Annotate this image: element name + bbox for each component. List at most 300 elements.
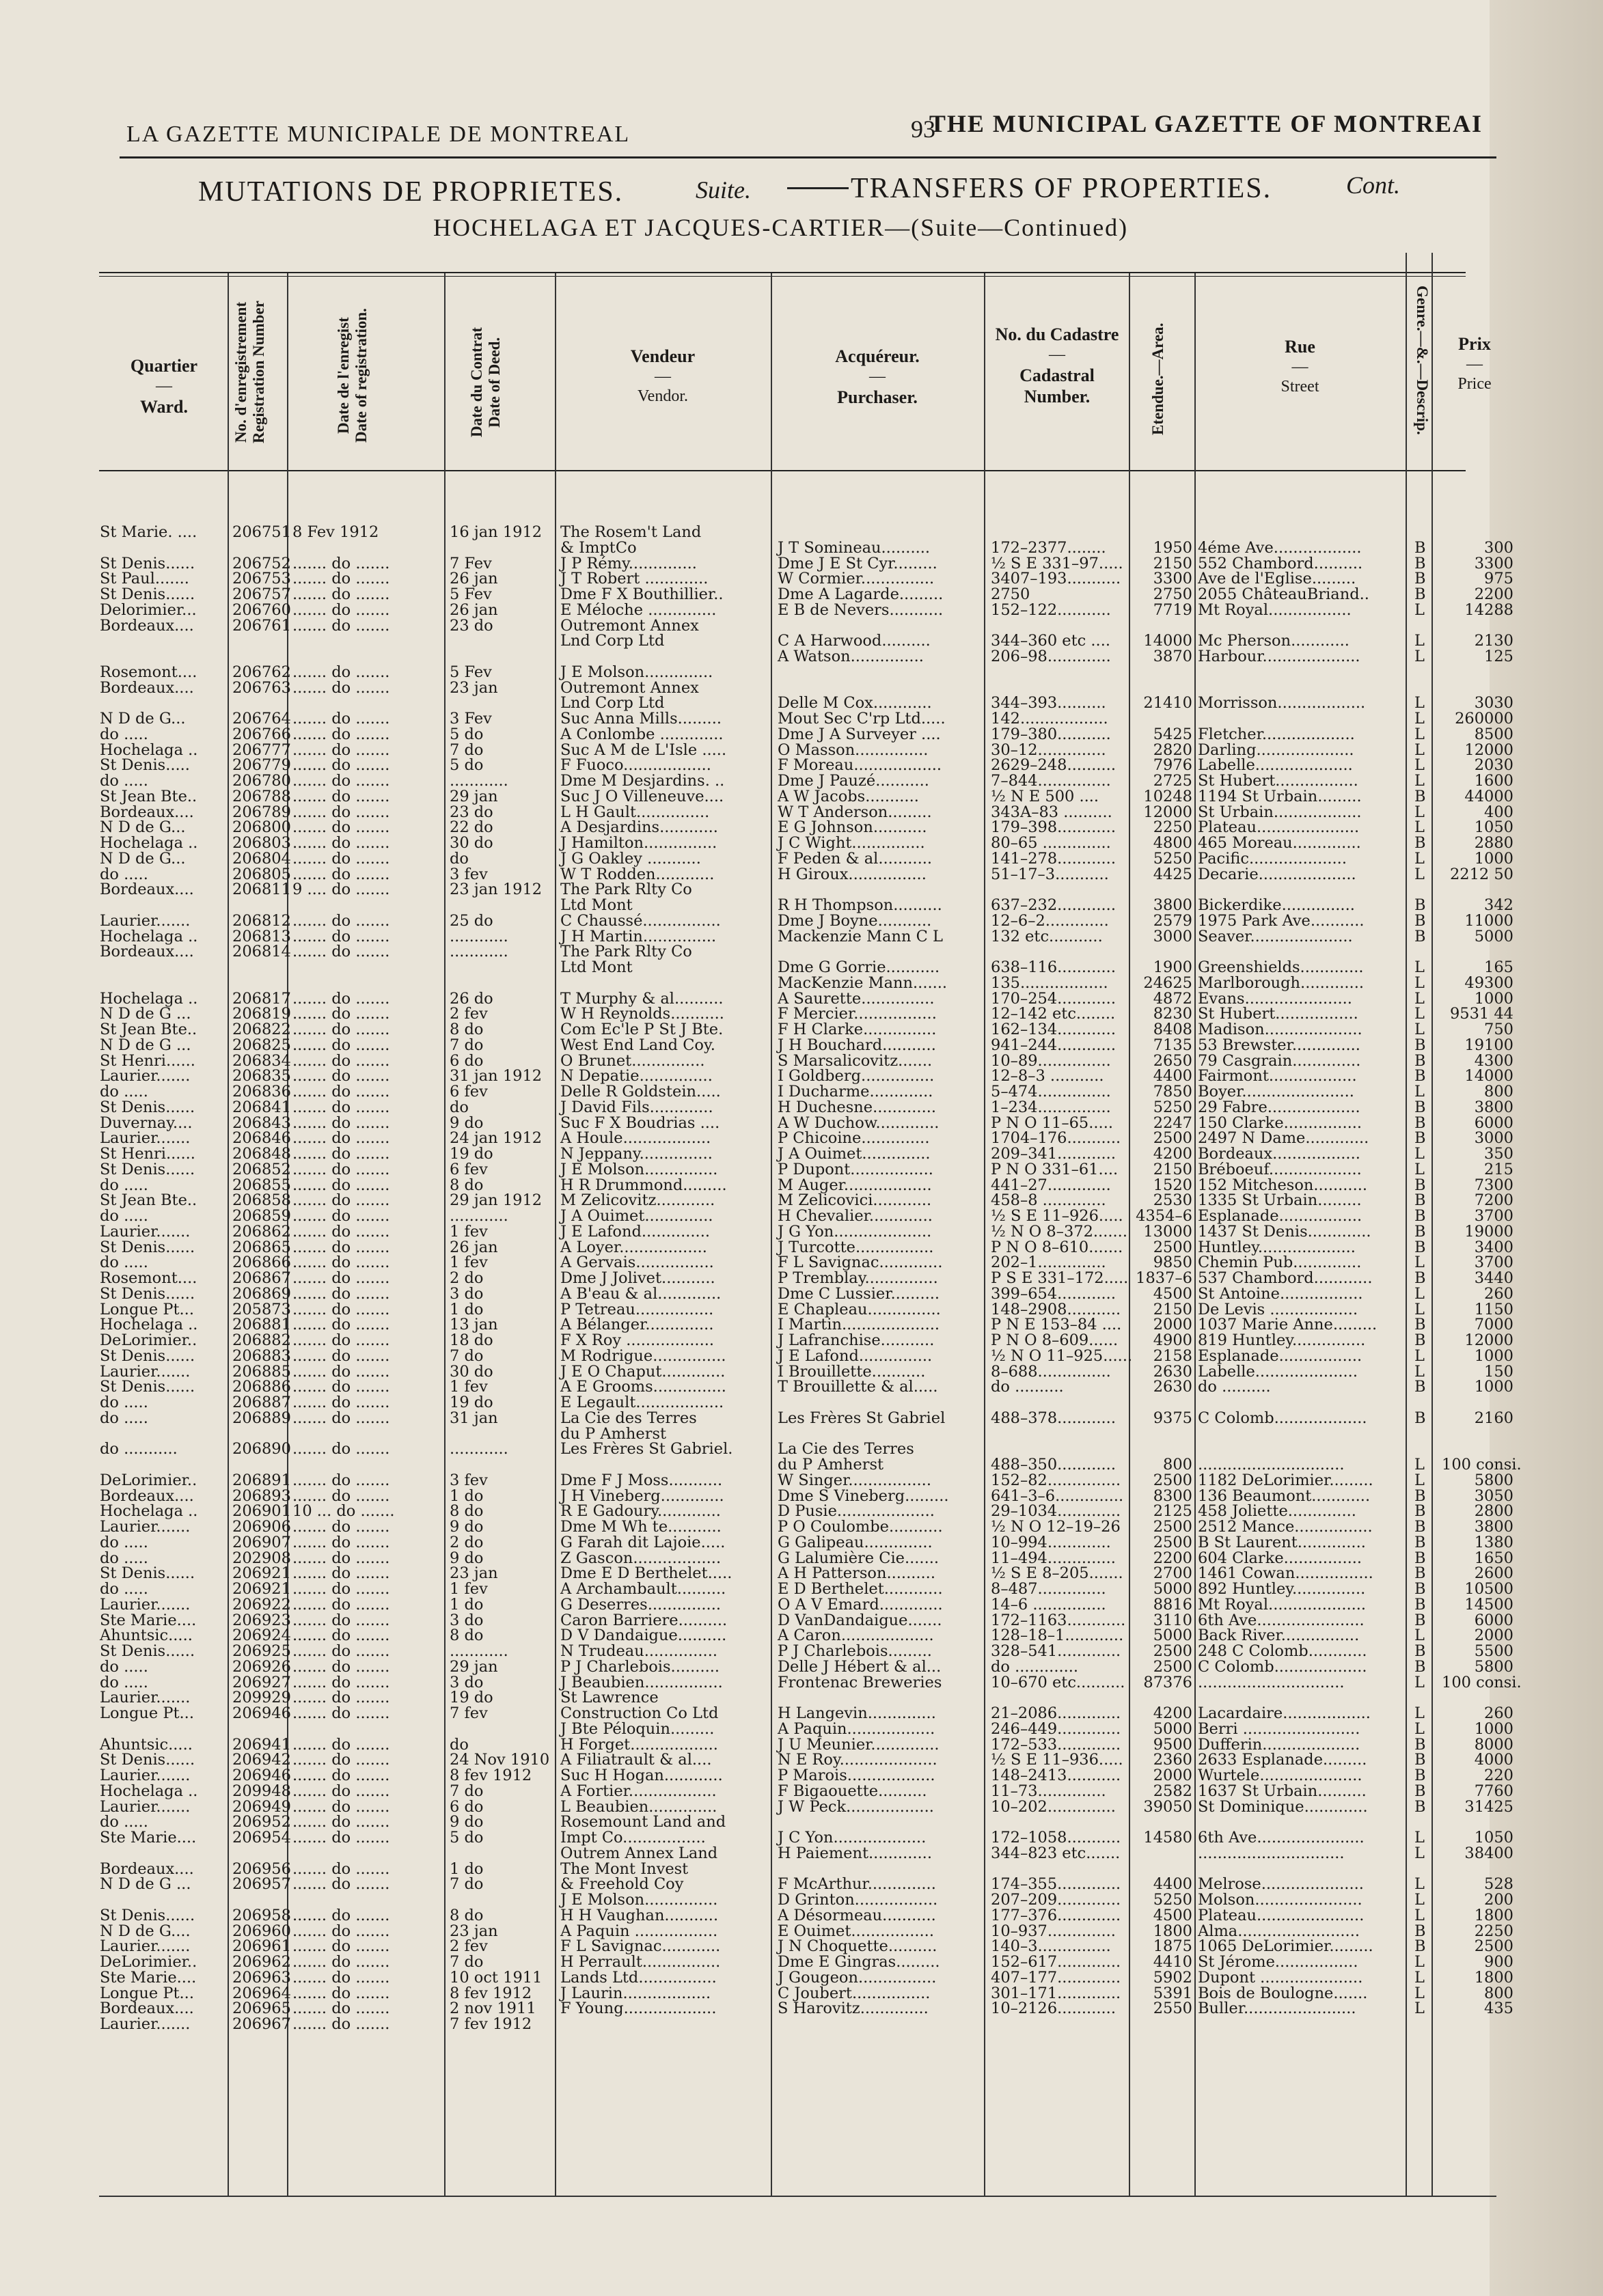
vendor-cell: Dme M Wh te........... <box>560 1518 722 1536</box>
table-row <box>0 1877 1603 1892</box>
registration-number-cell: 206803 <box>232 834 291 852</box>
area-cell: 2360 <box>1153 1751 1192 1769</box>
street-cell: St Dominique............. <box>1198 1797 1368 1816</box>
vendor-cell: F L Savignac............ <box>560 1937 721 1956</box>
cadastre-cell: 488–350............ <box>991 1456 1116 1474</box>
table-row <box>0 1271 1603 1286</box>
deed-date-cell: 6 do <box>450 1797 484 1816</box>
purchaser-cell: A Caron................... <box>778 1627 934 1645</box>
cadastre-cell: 209–341............ <box>991 1145 1116 1163</box>
area-cell: 5000 <box>1153 1719 1192 1738</box>
genre-cell: L <box>1414 865 1425 883</box>
genre-cell: B <box>1414 1051 1426 1070</box>
vendor-cell: J T Robert ............. <box>560 570 709 588</box>
genre-cell: L <box>1414 1021 1425 1038</box>
ward-cell: do ..... <box>100 1580 148 1598</box>
ward-cell: N D de G ... <box>100 1036 191 1054</box>
price-cell: 7200 <box>1474 1191 1513 1210</box>
registration-date-cell: ....... do ....... <box>292 1051 390 1070</box>
vendor-cell: Suc A M de L'Isle ..... <box>560 741 727 759</box>
area-cell: 5000 <box>1153 1627 1192 1645</box>
deed-date-cell: do <box>450 849 469 868</box>
deed-date-cell: 18 do <box>450 1331 493 1349</box>
ward-cell: DeLorimier.. <box>100 1471 197 1489</box>
cadastre-cell: 12–6–2............. <box>991 911 1109 930</box>
deed-date-cell: 19 do <box>450 1689 493 1707</box>
ward-cell: Laurier....... <box>100 1067 191 1085</box>
vendor-cell: Dme F J Moss........... <box>560 1471 723 1489</box>
vendor-cell: Lnd Corp Ltd <box>560 694 665 713</box>
vendor-cell: The Rosem't Land <box>560 523 702 541</box>
genre-cell: B <box>1414 1782 1426 1800</box>
cadastre-cell: 10–2126............ <box>991 2000 1116 2018</box>
purchaser-cell: A Watson............... <box>778 648 924 665</box>
price-cell: 1800 <box>1474 1906 1513 1924</box>
registration-number-cell: 206960 <box>232 1922 291 1940</box>
purchaser-cell: Les Frères St Gabriel <box>778 1409 946 1427</box>
price-cell: 7000 <box>1474 1316 1513 1334</box>
deed-date-cell: 29 jan <box>450 1657 498 1676</box>
vendor-cell: A Desjardins............ <box>560 818 718 837</box>
vendor-cell: A Filiatrault & al.... <box>560 1751 712 1769</box>
registration-date-cell: ....... do ....... <box>292 554 390 572</box>
area-cell: 1800 <box>1153 1922 1192 1940</box>
vendor-cell: F Young................... <box>560 2000 717 2018</box>
registration-date-cell: ....... do ....... <box>292 1409 390 1427</box>
registration-date-cell: ....... do ....... <box>292 1176 390 1194</box>
purchaser-cell: J U Meunier.............. <box>778 1735 940 1754</box>
genre-cell: L <box>1414 1968 1425 1987</box>
street-cell: 150 Clarke................ <box>1198 1114 1362 1132</box>
street-cell: Wurtele..................... <box>1198 1767 1362 1784</box>
registration-date-cell: ....... do ....... <box>292 585 390 603</box>
deed-date-cell: 3 do <box>450 1673 484 1691</box>
deed-date-cell: 23 jan 1912 <box>450 881 543 899</box>
cadastre-cell: 637–232............ <box>991 896 1116 914</box>
registration-date-cell: ....... do ....... <box>292 1471 390 1489</box>
purchaser-cell: E G Johnson........... <box>778 818 927 837</box>
genre-cell: B <box>1414 554 1426 572</box>
area-cell: 1950 <box>1153 538 1192 557</box>
vendor-cell: W T Rodden............ <box>560 865 715 883</box>
registration-date-cell: ....... do ....... <box>292 1813 390 1831</box>
cadastre-cell: 441–27............. <box>991 1176 1111 1194</box>
genre-cell: L <box>1414 1704 1425 1722</box>
registration-date-cell: ....... do ....... <box>292 1005 390 1023</box>
registration-number-cell: 206869 <box>232 1284 291 1303</box>
ward-cell: do ..... <box>100 1657 148 1676</box>
genre-cell: B <box>1414 1518 1426 1536</box>
area-cell: 2630 <box>1153 1378 1192 1396</box>
cadastre-cell: 142.................. <box>991 710 1108 728</box>
vendor-cell: J David Fils............. <box>560 1098 713 1116</box>
ward-cell: do ..... <box>100 725 148 743</box>
area-cell: 12000 <box>1143 803 1192 821</box>
cadastre-cell: 1704–176........... <box>991 1129 1121 1148</box>
vendor-cell: J Beaubien................ <box>560 1673 723 1691</box>
registration-number-cell: 206922 <box>232 1595 291 1614</box>
deed-date-cell: 8 do <box>450 1627 484 1645</box>
purchaser-cell: W T Anderson......... <box>778 803 932 821</box>
vendor-cell: Com Ec'le P St J Bte. <box>560 1021 724 1038</box>
area-cell: 4200 <box>1153 1704 1192 1722</box>
street-cell: St Urbain.................. <box>1198 803 1362 821</box>
genre-cell: L <box>1414 1254 1425 1272</box>
registration-number-cell: 206805 <box>232 865 291 883</box>
registration-number-cell: 206890 <box>232 1440 291 1458</box>
registration-number-cell: 206811 <box>232 881 291 899</box>
purchaser-cell: Mackenzie Mann C L <box>778 927 943 945</box>
deed-date-cell: 19 do <box>450 1145 493 1163</box>
registration-date-cell: ....... do ....... <box>292 1129 390 1148</box>
price-cell: 2212 50 <box>1449 865 1513 883</box>
registration-number-cell: 206814 <box>232 943 291 961</box>
ward-cell: Laurier....... <box>100 1362 191 1381</box>
page-number: 93 <box>911 115 935 143</box>
deed-date-cell: 1 fev <box>450 1378 488 1396</box>
ward-cell: St Denis...... <box>100 1160 195 1178</box>
vendor-cell: F X Roy .................. <box>560 1331 715 1349</box>
registration-number-cell: 206843 <box>232 1114 291 1132</box>
vendor-cell: Dme E D Berthelet..... <box>560 1564 732 1583</box>
genre-cell: B <box>1414 911 1426 930</box>
price-cell: 4300 <box>1474 1051 1513 1070</box>
street-cell: Buller....................... <box>1198 2000 1356 2018</box>
ward-cell: Longue Pt... <box>100 1300 194 1318</box>
street-cell: Harbour.................... <box>1198 648 1360 665</box>
table-row <box>0 1859 1603 1878</box>
vendor-cell: H H Vaughan........... <box>560 1906 719 1924</box>
table-row <box>0 727 1603 743</box>
deed-date-cell: ............ <box>450 943 508 961</box>
ward-cell: Laurier....... <box>100 1797 191 1816</box>
registration-number-cell: 206779 <box>232 756 291 775</box>
genre-cell: L <box>1414 803 1425 821</box>
registration-date-cell: ....... do ....... <box>292 1735 390 1754</box>
ward-cell: Ste Marie.... <box>100 1829 197 1847</box>
street-cell: C Colomb................... <box>1198 1409 1367 1427</box>
street-cell: St Jérome................. <box>1198 1953 1358 1971</box>
cadastre-cell: 21–2086............. <box>991 1704 1121 1722</box>
street-cell: .............................. <box>1198 1456 1345 1474</box>
purchaser-cell: A H Patterson.......... <box>778 1564 935 1583</box>
price-cell: 5800 <box>1474 1471 1513 1489</box>
purchaser-cell: MacKenzie Mann....... <box>778 973 948 992</box>
price-cell: 5800 <box>1474 1657 1513 1676</box>
cadastre-cell: 14–6 ............... <box>991 1595 1106 1614</box>
price-cell: 435 <box>1484 2000 1513 2018</box>
registration-number-cell: 206841 <box>232 1098 291 1116</box>
table-row <box>0 1162 1603 1178</box>
table-row <box>0 1193 1603 1208</box>
purchaser-cell: H Langevin.............. <box>778 1704 936 1722</box>
genre-cell: L <box>1414 1953 1425 1971</box>
price-cell: 200 <box>1484 1891 1513 1909</box>
area-cell: 2582 <box>1153 1782 1192 1800</box>
table-row <box>0 1131 1603 1146</box>
registration-number-cell: 206804 <box>232 849 291 868</box>
purchaser-cell: G Lalumière Cie....... <box>778 1549 940 1567</box>
registration-number-cell: 206751 <box>232 523 291 541</box>
cadastre-cell: 11–73.............. <box>991 1782 1106 1800</box>
registration-number-cell: 206923 <box>232 1611 291 1629</box>
price-cell: 1800 <box>1474 1968 1513 1987</box>
genre-cell: B <box>1414 1580 1426 1598</box>
area-cell: 2000 <box>1153 1316 1192 1334</box>
registration-number-cell: 206954 <box>232 1829 291 1847</box>
cadastre-cell: 152–82............... <box>991 1471 1121 1489</box>
area-cell: 2650 <box>1153 1051 1192 1070</box>
deed-date-cell: 7 do <box>450 1953 484 1971</box>
vendor-cell: Dme M Desjardins. .. <box>560 772 725 790</box>
table-row <box>0 1519 1603 1535</box>
cadastre-cell: 172–1058........... <box>991 1829 1121 1847</box>
price-cell: 350 <box>1484 1145 1513 1163</box>
price-cell: 100 consi. <box>1442 1456 1522 1474</box>
area-cell: 2250 <box>1153 818 1192 837</box>
deed-date-cell: 8 do <box>450 1021 484 1038</box>
registration-number-cell: 206958 <box>232 1906 291 1924</box>
area-cell: 2500 <box>1153 1518 1192 1536</box>
cadastre-cell: 12–8–3 ........... <box>991 1067 1104 1085</box>
price-cell: 8500 <box>1474 725 1513 743</box>
deed-date-cell: 31 jan <box>450 1409 498 1427</box>
deed-date-cell: 7 do <box>450 1875 484 1894</box>
registration-number-cell: 206901 <box>232 1502 291 1521</box>
deed-date-cell: do <box>450 1098 469 1116</box>
cadastre-cell: 10–89............... <box>991 1051 1111 1070</box>
genre-cell: L <box>1414 648 1425 665</box>
purchaser-cell: J C Yon................... <box>778 1829 927 1847</box>
cadastre-cell: ½ S E 8–205....... <box>991 1564 1123 1583</box>
deed-date-cell: 1 fev <box>450 1222 488 1241</box>
table-row <box>0 711 1603 727</box>
purchaser-cell: H Giroux................ <box>778 865 927 883</box>
street-cell: .............................. <box>1198 1844 1345 1862</box>
deed-date-cell: 29 jan <box>450 787 498 805</box>
price-cell: 44000 <box>1464 787 1513 805</box>
price-cell: 38400 <box>1464 1844 1513 1862</box>
registration-number-cell: 206887 <box>232 1394 291 1411</box>
purchaser-cell: I Martin.................... <box>778 1316 940 1334</box>
registration-number-cell: 206848 <box>232 1145 291 1163</box>
registration-number-cell: 206921 <box>232 1580 291 1598</box>
ward-cell: Hochelaga .. <box>100 1502 198 1521</box>
registration-number-cell: 206859 <box>232 1207 291 1225</box>
street-cell: Back River................ <box>1198 1627 1360 1645</box>
street-cell: Bréboeuf................... <box>1198 1160 1362 1178</box>
cadastre-cell: 344–360 etc .... <box>991 632 1111 650</box>
street-cell: Lacardaire.................. <box>1198 1704 1371 1722</box>
cadastre-cell: 301–171............. <box>991 1984 1121 2002</box>
purchaser-cell: R H Thompson.......... <box>778 896 942 914</box>
registration-number-cell: 206886 <box>232 1378 291 1396</box>
purchaser-cell: H Paiement............. <box>778 1844 932 1862</box>
street-cell: 1182 DeLorimier......... <box>1198 1471 1373 1489</box>
registration-date-cell: ....... do ....... <box>292 678 390 697</box>
cadastre-cell: 152–122........... <box>991 600 1111 619</box>
table-row <box>0 1457 1603 1473</box>
ward-cell: St Denis...... <box>100 1564 195 1583</box>
registration-date-cell: ....... do ....... <box>292 772 390 790</box>
area-cell: 1520 <box>1153 1176 1192 1194</box>
street-cell: 6th Ave...................... <box>1198 1611 1365 1629</box>
purchaser-cell: W Singer................. <box>778 1471 931 1489</box>
genre-cell: B <box>1414 1922 1426 1940</box>
area-cell: 4200 <box>1153 1145 1192 1163</box>
purchaser-cell: J G Yon.................... <box>778 1222 932 1241</box>
table-row <box>0 600 1603 619</box>
registration-number-cell: 206952 <box>232 1813 291 1831</box>
area-cell: 8300 <box>1153 1486 1192 1505</box>
registration-number-cell: 206761 <box>232 616 291 635</box>
genre-cell: B <box>1414 1409 1426 1427</box>
genre-cell: L <box>1414 1719 1425 1738</box>
table-row <box>0 1551 1603 1566</box>
table-row <box>0 680 1603 696</box>
area-cell: 3800 <box>1153 896 1192 914</box>
purchaser-cell: J Turcotte................ <box>778 1238 934 1256</box>
registration-date-cell: ....... do ....... <box>292 1627 390 1645</box>
header-area: Etendue.—Area. <box>1149 322 1166 436</box>
genre-cell: B <box>1414 787 1426 805</box>
genre-cell: L <box>1414 600 1425 619</box>
price-cell: 7760 <box>1474 1782 1513 1800</box>
purchaser-cell: F Moreau.................. <box>778 756 942 775</box>
table-row <box>0 1846 1603 1862</box>
street-cell: 604 Clarke................ <box>1198 1549 1362 1567</box>
price-cell: 3050 <box>1474 1486 1513 1505</box>
area-cell: 87376 <box>1143 1673 1192 1691</box>
price-cell: 215 <box>1484 1160 1513 1178</box>
cadastre-cell: 12–142 etc........ <box>991 1005 1116 1023</box>
registration-date-cell: ....... do ....... <box>292 1533 390 1551</box>
genre-cell: L <box>1414 1906 1425 1924</box>
registration-number-cell: 206788 <box>232 787 291 805</box>
price-cell: 1000 <box>1474 1378 1513 1396</box>
ward-cell: N D de G... <box>100 710 186 728</box>
deed-date-cell: 2 do <box>450 1269 484 1287</box>
registration-date-cell: ....... do ....... <box>292 1518 390 1536</box>
price-cell: 49300 <box>1464 973 1513 992</box>
deed-date-cell: 3 fev <box>450 1471 488 1489</box>
cadastre-cell: P N O 8–609...... <box>991 1331 1119 1349</box>
registration-date-cell: ....... do ....... <box>292 1922 390 1940</box>
registration-number-cell: 206760 <box>232 600 291 619</box>
price-cell: 3800 <box>1474 1098 1513 1116</box>
genre-cell: L <box>1414 1829 1425 1847</box>
purchaser-cell: J C Wight............... <box>778 834 925 852</box>
table-row <box>0 1768 1603 1784</box>
price-cell: 150 <box>1484 1362 1513 1381</box>
area-cell: 2200 <box>1153 1549 1192 1567</box>
street-cell: 29 Fabre................... <box>1198 1098 1360 1116</box>
purchaser-cell: J W Peck.................. <box>778 1797 934 1816</box>
genre-cell: L <box>1414 989 1425 1008</box>
vendor-cell: Ltd Mont <box>560 896 633 914</box>
genre-cell: B <box>1414 1331 1426 1349</box>
street-cell: De Levis .................. <box>1198 1300 1358 1318</box>
price-cell: 2160 <box>1474 1409 1513 1427</box>
genre-cell: B <box>1414 1502 1426 1521</box>
cadastre-cell: 179–398............ <box>991 818 1116 837</box>
street-cell: Pacific.................... <box>1198 849 1347 868</box>
deed-date-cell: ............ <box>450 1207 508 1225</box>
cadastre-cell: 458–8 ............. <box>991 1191 1106 1210</box>
cadastre-cell: 140–3............... <box>991 1937 1111 1956</box>
purchaser-cell: E Chapleau............... <box>778 1300 941 1318</box>
street-cell: Mc Pherson............ <box>1198 632 1349 650</box>
cadastre-cell: 162–134............ <box>991 1021 1116 1038</box>
registration-date-cell: ....... do ....... <box>292 1036 390 1054</box>
ward-cell: St Henri...... <box>100 1145 195 1163</box>
genre-cell: B <box>1414 585 1426 603</box>
purchaser-cell: H Chevalier............. <box>778 1207 933 1225</box>
table-row <box>0 1566 1603 1581</box>
purchaser-cell: P Dupont................. <box>778 1160 933 1178</box>
deed-date-cell: 26 jan <box>450 570 498 588</box>
price-cell: 1050 <box>1474 1829 1513 1847</box>
table-row <box>0 973 1603 992</box>
deed-date-cell: 25 do <box>450 911 493 930</box>
table-row <box>0 1784 1603 1799</box>
price-cell: 5000 <box>1474 927 1513 945</box>
street-cell: Greenshields............. <box>1198 958 1364 976</box>
deed-date-cell: do <box>450 1735 469 1754</box>
purchaser-cell: J H Bouchard........... <box>778 1036 936 1054</box>
registration-number-cell: 206855 <box>232 1176 291 1194</box>
price-cell: 300 <box>1484 538 1513 557</box>
ward-cell: N D de G... <box>100 818 186 837</box>
genre-cell: B <box>1414 896 1426 914</box>
purchaser-cell: Dme C Lussier.......... <box>778 1284 940 1303</box>
registration-date-cell: ....... do ....... <box>292 725 390 743</box>
vendor-cell: J A Ouimet.............. <box>560 1207 713 1225</box>
table-row <box>0 743 1603 758</box>
ward-cell: Hochelaga .. <box>100 927 198 945</box>
table-row <box>0 1146 1603 1162</box>
table-row <box>0 1038 1603 1053</box>
area-cell: 4800 <box>1153 834 1192 852</box>
registration-date-cell: ....... do ....... <box>292 1782 390 1800</box>
price-cell: 6000 <box>1474 1611 1513 1629</box>
ward-cell: Bordeaux.... <box>100 881 194 899</box>
purchaser-cell: H Duchesne............. <box>778 1098 937 1116</box>
cadastre-cell: 170–254............ <box>991 989 1116 1008</box>
cadastre-cell: ½ S E 331–97..... <box>991 554 1123 572</box>
ward-cell: St Paul....... <box>100 570 189 588</box>
table-row <box>0 695 1603 711</box>
vendor-cell: J Bte Péloquin......... <box>560 1719 715 1738</box>
purchaser-cell: D Grinton................. <box>778 1891 938 1909</box>
street-cell: 2497 N Dame............. <box>1198 1129 1369 1148</box>
header-genre: Genre.—&.—Descrip. <box>1414 285 1431 435</box>
deed-date-cell: 22 do <box>450 818 493 837</box>
table-row <box>0 1255 1603 1271</box>
vendor-cell: H Forget.................. <box>560 1735 718 1754</box>
deed-date-cell: 1 do <box>450 1595 484 1614</box>
street-cell: Esplanade................. <box>1198 1346 1362 1365</box>
registration-number-cell: 206780 <box>232 772 291 790</box>
cadastre-cell: P N E 153–84 .... <box>991 1316 1122 1334</box>
ward-cell: Bordeaux.... <box>100 803 194 821</box>
cadastre-cell: 488–378............ <box>991 1409 1116 1427</box>
genre-cell: B <box>1414 1114 1426 1132</box>
table-row <box>0 540 1603 556</box>
registration-number-cell: 206881 <box>232 1316 291 1334</box>
street-cell: Ave de l'Eglise......... <box>1198 570 1356 588</box>
registration-number-cell: 206921 <box>232 1564 291 1583</box>
